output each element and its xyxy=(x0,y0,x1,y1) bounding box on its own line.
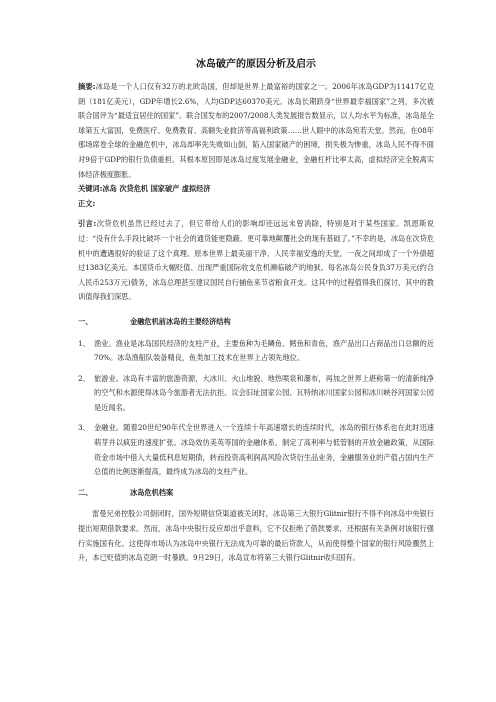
list-item xyxy=(78,421,434,479)
section-paragraph: 雷曼兄弟控股公司倒闭时，国外短期信贷渠道被关闭时，冰岛第三大银行Glitnir银行不得不向冰岛中央银行提出短期借款要求。然而，冰岛中央银行反应却出乎意料，它不仅拒绝了借款要求，还根据有关条例对该银行强行实施国有化。这使得市场认为冰岛中央银行无法成为可靠的最后贷款人，从而使得整个国家的银行风险骤然上升，本已贬值的冰岛克朗一时暴跌。9月29日，冰岛宣布将第三大银行Glitnir收归国有。 xyxy=(78,509,434,563)
list-item-text: 金融业。随着20世纪90年代全世界进入一个连续十年高速增长的连续时代，冰岛的银行体系也在此时迅速萌芽并以疯狂的速度扩张。冰岛效仿美英等国的金融体系，制定了高利率与低管制的开放金融政策，从国际资金市场中借入大量低利息短期债，转而投资高利润高风险次贷衍生品业务，金融服务业的产值占国内生产总值的比例逐渐提高，最终成为冰岛的支柱产业。 xyxy=(94,423,434,477)
intro-label: 引言: xyxy=(78,219,97,229)
body-label-line xyxy=(78,197,434,212)
keywords-text: 冰岛 次贷危机 国家破产 虚拟经济 xyxy=(102,184,211,194)
list-item-text: 渔业。渔业是冰岛国民经济的支柱产业，主要鱼种为毛鳞鱼、鳕鱼和青鱼，渔产品出口占商品出口总额的近70%。冰岛渔船队装备精良，鱼类加工技术在世界上占领先地位。 xyxy=(94,338,434,363)
section-title: 冰岛危机档案 xyxy=(130,487,174,497)
list-item xyxy=(78,337,434,366)
abstract-paragraph xyxy=(78,80,434,182)
list-item-number: 3、 xyxy=(78,423,90,433)
document-title: 冰岛破产的原因分析及启示 xyxy=(196,59,316,70)
keywords-line xyxy=(78,182,434,197)
section-heading-1 xyxy=(78,315,434,330)
section-number: 一、 xyxy=(78,316,93,326)
section-title: 金融危机前冰岛的主要经济结构 xyxy=(130,316,231,326)
list-item-number: 1、 xyxy=(78,338,90,348)
body-label: 正文: xyxy=(78,198,96,208)
intro-paragraph xyxy=(78,217,434,305)
section-number: 二、 xyxy=(78,487,93,497)
keywords-label: 关键词: xyxy=(78,184,103,194)
intro-text: 次贷危机虽然已经过去了，但它带给人们的影响却还远远未曾消除，特别是对于某些国家。凯恩斯说过：“没有什么手段比破坏一个社会的通货能更隐蔽、更可靠地颠覆社会的现有基础了。”不幸的是，冰岛在次贷危机中的遭遇很好的验证了这个真理。原本世界上最美丽干净、人民幸福安逸的天堂，一夜之间却成了一个外债超过1383亿美元、本国货币大幅贬值、出现严重国际收支危机濒临破产的地狱。每名冰岛公民身负37万美元(约合人民币253万元)债务，冰岛总理甚至建议国民自行捕鱼来节省粮食开支。这其中的过程值得我们探讨，其中的教训值得我们深思。 xyxy=(78,219,434,302)
list-item-text: 旅游业。冰岛有丰富的旅游资源，大冰川、火山地貌、地热喷泉和瀑布，再加之世界上堪称第一的清新纯净的空气和水源使得冰岛今旅游者无法抗拒。议会旧址国家公园、瓦特纳冰川国家公园和冰川峡谷河国家公园是近闻名。 xyxy=(94,373,434,412)
list-item-number: 2、 xyxy=(78,373,90,383)
abstract-label: 摘要: xyxy=(78,82,96,91)
abstract-text: 冰岛是一个人口仅有32万的北欧岛国，但却是世界上最富裕的国家之一。2006年冰岛GDP为11417亿克朗（181亿美元），GDP年增长2.6%，人均GDP达60370美元。冰岛长期跻身“世界最幸福国家”之列，多次被联合国评为“最适宜居住的国家”。联合国发布的2007/2008人类发展报告数显示，以人均水平为标准，冰岛是全球第五大富国，免费医疗、免费教育、高额失业救济等高福利政策……世人眼中的冰岛宛若天堂。然而，在08年那场席卷全球的金融危机中，冰岛却率先失败如山倒，陷入国家破产的困境，损失极为惨重，冰岛人民不得不面对9倍于GDP的银行负债重担。其根本原因即是冰岛过度发展金融业，金融杠杆比率太高，虚拟经济完全脱离实体经济极度膨胀。 xyxy=(78,82,435,179)
section-heading-2 xyxy=(78,486,434,501)
list-item xyxy=(78,372,434,416)
